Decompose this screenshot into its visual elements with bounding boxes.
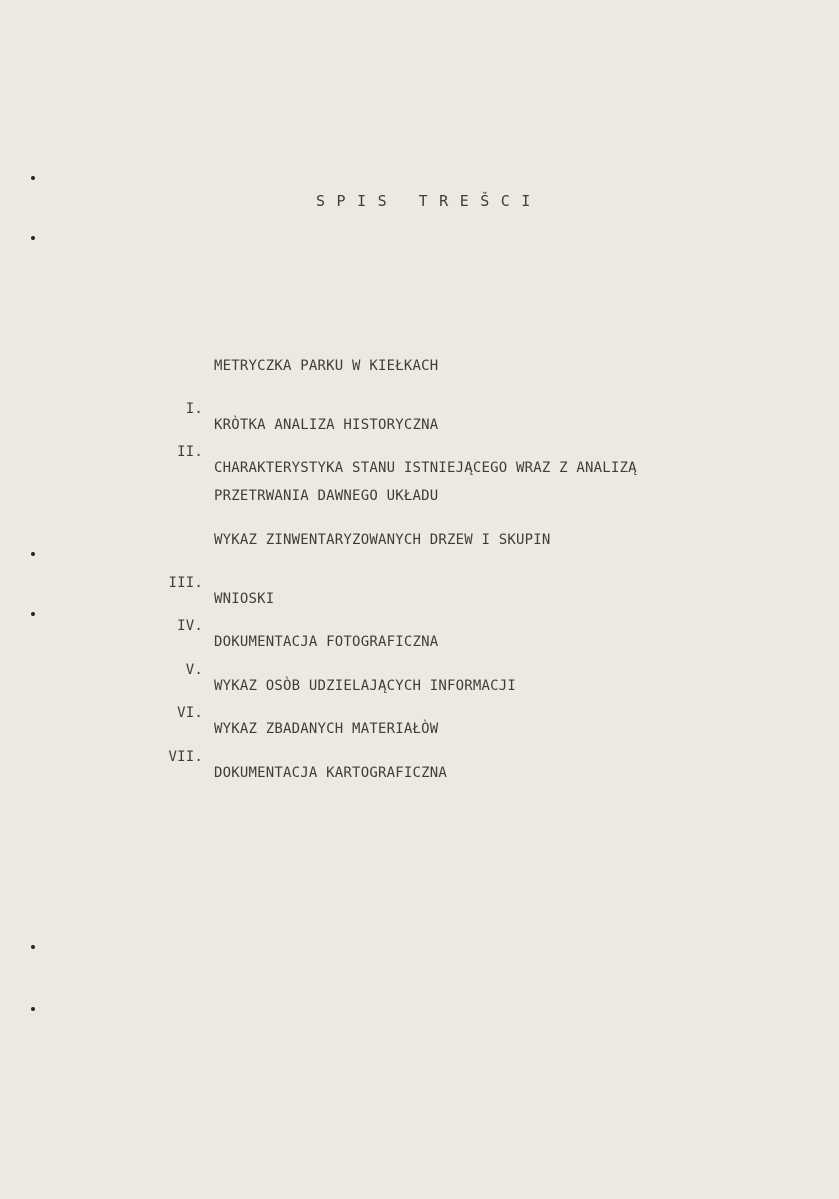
toc-entry-number: IV. bbox=[177, 618, 203, 634]
toc-entry-number: II. bbox=[177, 444, 203, 460]
toc-entry-text: PRZETRWANIA DAWNEGO UKŁADU bbox=[214, 488, 439, 504]
toc-entry-text: CHARAKTERYSTYKA STANU ISTNIEJĄCEGO WRAZ Z ANALIZĄ bbox=[214, 460, 637, 476]
toc-entry-number: III. bbox=[168, 575, 203, 591]
binder-hole-mark bbox=[31, 176, 35, 180]
toc-entry bbox=[0, 733, 447, 781]
toc-entry-number: I. bbox=[185, 401, 203, 417]
toc-entry-text: DOKUMENTACJA FOTOGRAFICZNA bbox=[214, 634, 439, 650]
toc-entry bbox=[0, 602, 439, 650]
toc-entry bbox=[0, 646, 517, 694]
toc-entry-text: WYKAZ OSÒB UDZIELAJĄCYCH INFORMACJI bbox=[214, 678, 517, 694]
binder-hole-mark bbox=[31, 236, 35, 240]
toc-entry-number: VII. bbox=[168, 749, 203, 765]
toc-entry bbox=[0, 516, 551, 548]
toc-entry bbox=[0, 472, 439, 504]
page-title: SPIS TREŠCI bbox=[316, 192, 542, 210]
binder-hole-mark bbox=[31, 552, 35, 556]
toc-entry bbox=[0, 428, 637, 476]
toc-entry bbox=[0, 342, 439, 374]
toc-entry-text: KRÒTKA ANALIZA HISTORYCZNA bbox=[214, 417, 439, 433]
toc-entry-number: V. bbox=[185, 662, 203, 678]
binder-hole-mark bbox=[31, 945, 35, 949]
toc-entry-text: METRYCZKA PARKU W KIEŁKACH bbox=[214, 358, 439, 374]
toc-entry-text: WNIOSKI bbox=[214, 591, 275, 607]
toc-entry-text: WYKAZ ZBADANYCH MATERIAŁÒW bbox=[214, 721, 439, 737]
toc-entry bbox=[0, 385, 439, 433]
toc-entry bbox=[0, 559, 275, 607]
toc-entry-number: VI. bbox=[177, 705, 203, 721]
toc-entry-text: WYKAZ ZINWENTARYZOWANYCH DRZEW I SKUPIN bbox=[214, 532, 551, 548]
toc-entry-text: DOKUMENTACJA KARTOGRAFICZNA bbox=[214, 765, 447, 781]
toc-entry bbox=[0, 689, 439, 737]
binder-hole-mark bbox=[31, 1007, 35, 1011]
